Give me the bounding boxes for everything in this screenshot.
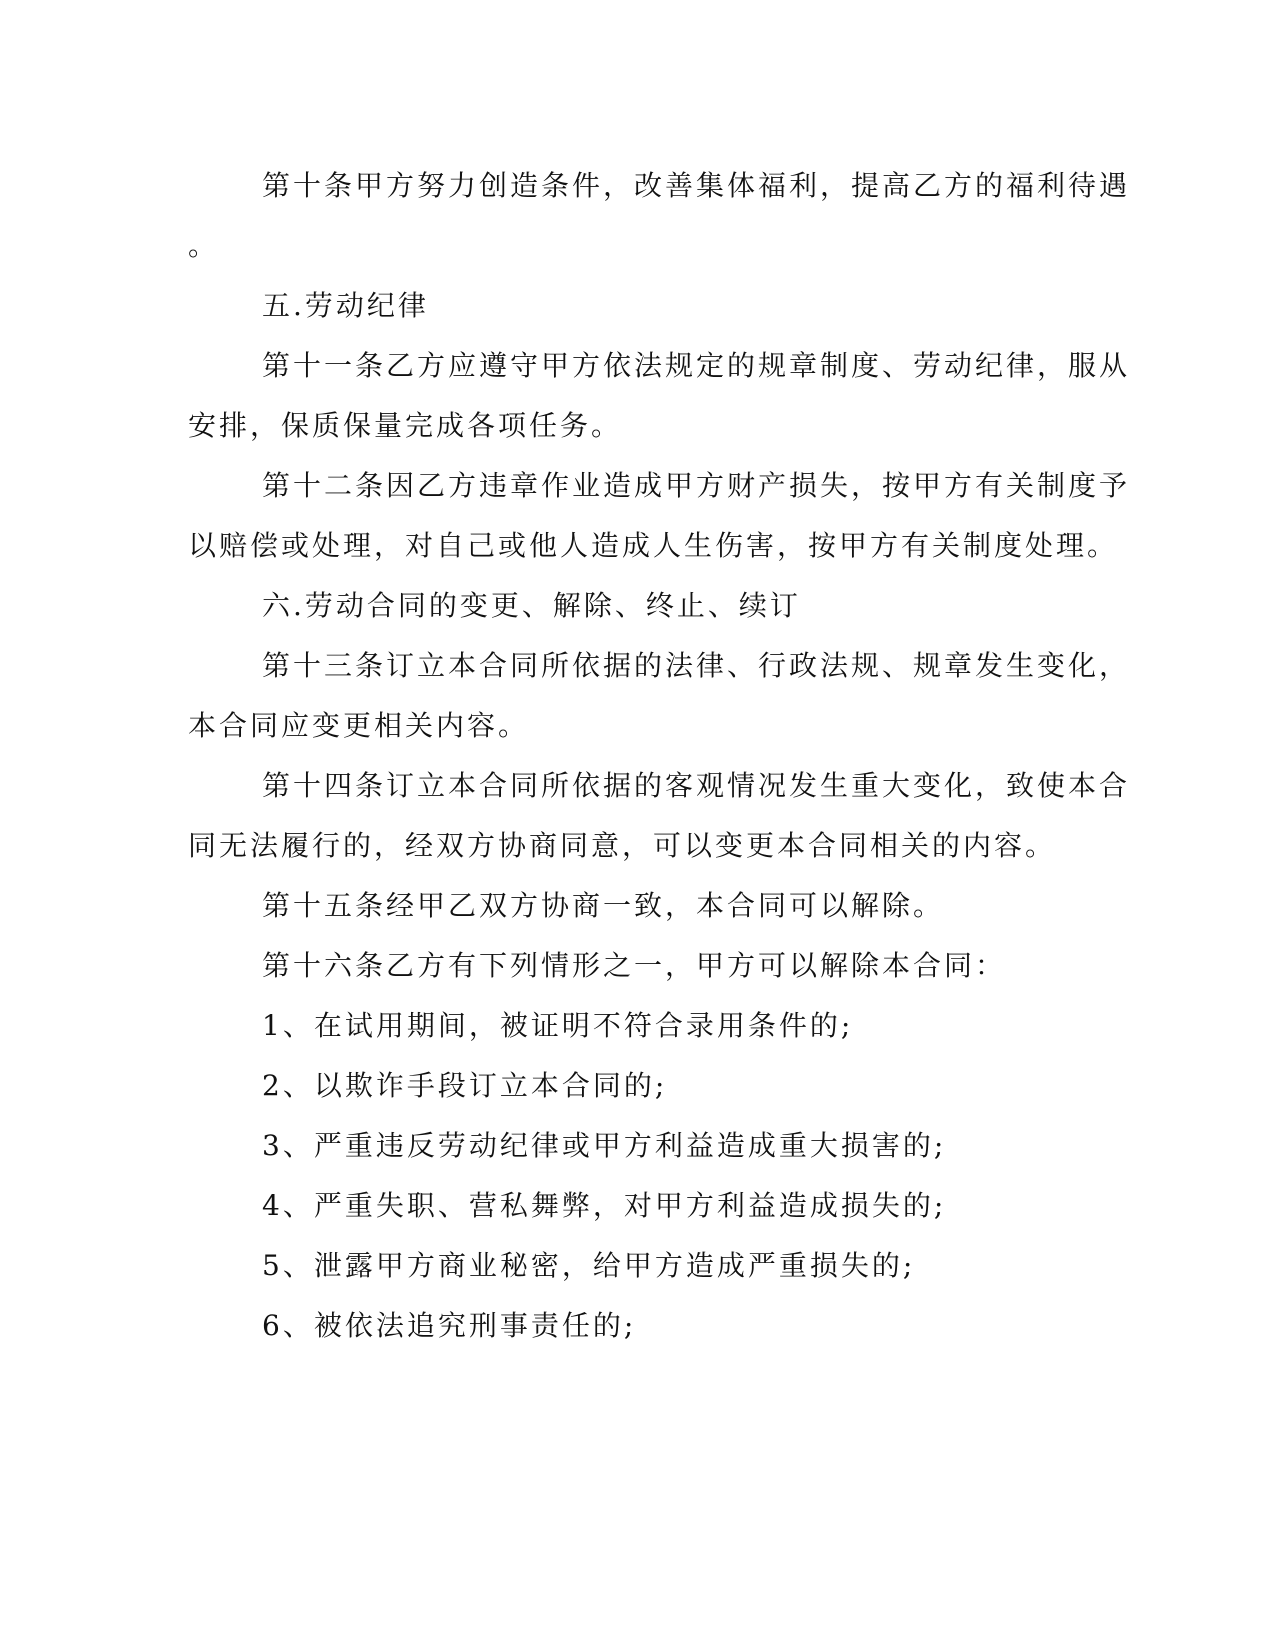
article-14-line-2: 同无法履行的，经双方协商同意，可以变更本合同相关的内容。 — [188, 829, 1057, 862]
list-item-2: 2、以欺诈手段订立本合同的; — [262, 1069, 668, 1102]
article-10-line-1: 第十条甲方努力创造条件，改善集体福利，提高乙方的福利待遇 — [262, 169, 1131, 202]
list-item-6: 6、被依法追究刑事责任的; — [262, 1309, 637, 1342]
article-13-line-1: 第十三条订立本合同所依据的法律、行政法规、规章发生变化， — [262, 649, 1131, 682]
section-6-heading: 六.劳动合同的变更、解除、终止、续订 — [262, 589, 801, 622]
article-15: 第十五条经甲乙双方协商一致，本合同可以解除。 — [262, 889, 945, 922]
list-item-4: 4、严重失职、营私舞弊，对甲方利益造成损失的; — [262, 1189, 947, 1222]
article-11-line-1: 第十一条乙方应遵守甲方依法规定的规章制度、劳动纪律，服从 — [262, 349, 1131, 382]
article-13-line-2: 本合同应变更相关内容。 — [188, 709, 530, 742]
article-12-line-1: 第十二条因乙方违章作业造成甲方财产损失，按甲方有关制度予 — [262, 469, 1131, 502]
section-5-heading: 五.劳动纪律 — [262, 289, 429, 322]
article-16: 第十六条乙方有下列情形之一，甲方可以解除本合同： — [262, 949, 1007, 982]
article-11-line-2: 安排，保质保量完成各项任务。 — [188, 409, 623, 442]
list-item-5: 5、泄露甲方商业秘密，给甲方造成严重损失的; — [262, 1249, 916, 1282]
article-14-line-1: 第十四条订立本合同所依据的客观情况发生重大变化，致使本合 — [262, 769, 1131, 802]
list-item-1: 1、在试用期间，被证明不符合录用条件的; — [262, 1009, 854, 1042]
article-12-line-2: 以赔偿或处理，对自己或他人造成人生伤害，按甲方有关制度处理。 — [188, 529, 1119, 562]
article-10-line-2: 。 — [188, 229, 220, 262]
list-item-3: 3、严重违反劳动纪律或甲方利益造成重大损害的; — [262, 1129, 947, 1162]
document-body — [188, 156, 1131, 1356]
